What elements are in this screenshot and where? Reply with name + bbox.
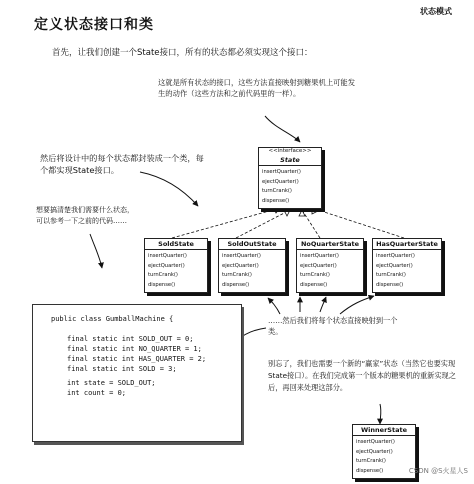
method: dispense() [376,281,404,288]
method: dispense() [148,281,176,288]
method: turnCrank() [222,272,252,278]
page-title: 定义状态接口和类 [34,17,154,33]
code-line: final static int SOLD = 3; [67,365,177,373]
method: turnCrank() [376,272,406,278]
arrow-map-to-code [238,328,266,340]
method: dispense() [222,281,250,288]
method: ejectQuarter() [300,262,337,269]
class-name: SoldState [145,239,207,250]
arrow-map-4 [340,296,374,314]
arrow-map-3 [320,297,326,312]
method: ejectQuarter() [148,262,185,269]
method: dispense() [356,467,384,474]
method: insertQuarter() [262,169,301,175]
code-line: int count = 0; [67,389,127,397]
code-line: public class GumballMachine { [51,315,174,323]
method: ejectQuarter() [376,262,413,269]
method: insertQuarter() [356,439,395,445]
method: insertQuarter() [148,253,187,259]
method: turnCrank() [356,458,386,464]
state-interface-box [258,147,322,209]
class-box-sold-out [218,238,286,293]
header-tag: 状态模式 [420,7,452,16]
arrow-to-interface [265,116,300,142]
method: ejectQuarter() [356,448,393,455]
code-line: int state = SOLD_OUT; [67,379,156,387]
code-box [32,304,242,442]
intro-text: 首先，让我们创建一个State接口，所有的状态都必须实现这个接口： [52,48,313,58]
code-line: final static int HAS_QUARTER = 2; [67,355,207,363]
class-name: HasQuarterState [373,239,441,250]
method: turnCrank() [300,272,330,278]
class-name: WinnerState [353,425,415,436]
note-interface: 这就是所有状态的接口，这些方法直接映射到糖果机上可能发生的动作（这些方法和之前代码里的一样）。 [158,78,356,98]
method: insertQuarter() [376,253,415,259]
method: dispense() [262,197,290,204]
interface-stereotype: <<interface>> [268,148,312,154]
method: insertQuarter() [300,253,339,259]
method: dispense() [300,281,328,288]
arrow-to-winner [380,404,381,424]
arrow-to-classes [140,172,198,206]
footer-watermark: CSDN @S火星人S [408,467,468,475]
class-name: SoldOutState [219,239,285,250]
class-box-winner [352,424,416,479]
code-line: final static int NO_QUARTER = 1; [67,345,202,353]
class-box-has-quarter [372,238,442,293]
interface-name: State [259,155,321,166]
method: turnCrank() [148,272,178,278]
class-box-sold [144,238,208,293]
method: insertQuarter() [222,253,261,259]
note-map: ……然后我们将每个状态直接映射到一个类。 [268,316,398,336]
arrow-map-1 [268,298,280,314]
class-box-no-quarter [296,238,364,293]
note-winner: 别忘了，我们也需要一个新的“赢家”状态（当然它也要实现State接口）。在我们完成第一个版本的糖果机的重新实现之后，再回来处理这部分。 [268,359,456,393]
method: turnCrank() [262,188,292,194]
method: ejectQuarter() [262,178,299,185]
arrow-replace [90,234,102,268]
class-name: NoQuarterState [297,239,363,250]
code-line: final static int SOLD_OUT = 0; [67,335,194,343]
method: ejectQuarter() [222,262,259,269]
note-replace: 想要搞清楚我们需要什么状态，可以参考一下之前的代码…… [36,206,134,225]
note-classes: 然后将设计中的每个状态都封装成一个类，每个都实现State接口。 [40,153,204,176]
